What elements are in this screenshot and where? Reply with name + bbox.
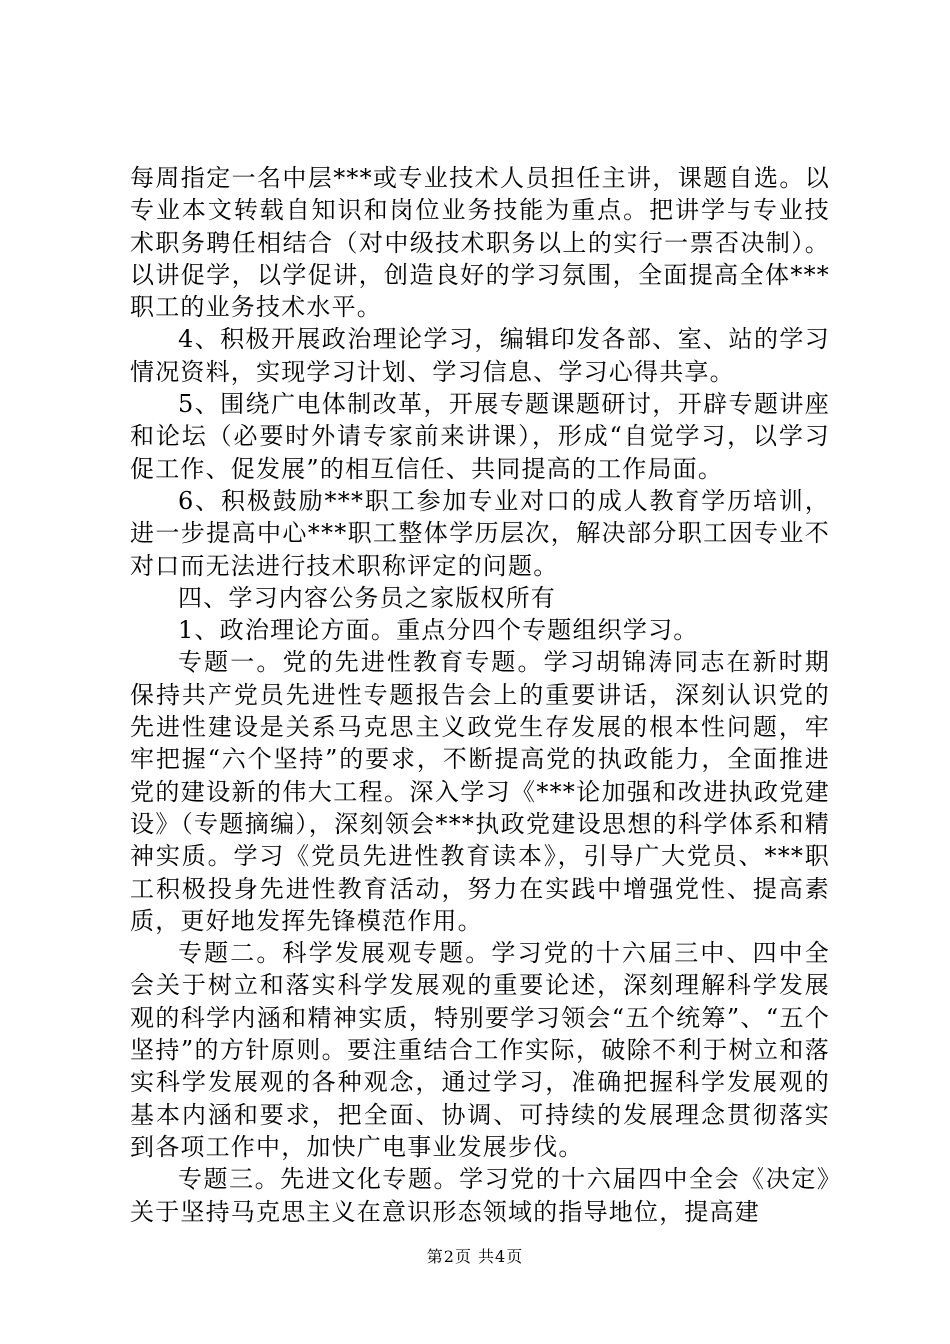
paragraph-topic-1: 专题一。党的先进性教育专题。学习胡锦涛同志在新时期保持共产党员先进性专题报告会上的重要讲话，深刻认识党的先进性建设是关系马克思主义政党生存发展的根本性问题，牢牢把握“六个坚持”的要求，不断提高党的执政能力，全面推进党的建设新的伟大工程。深入学习《***论加强和改进执政党建设》（专题摘编），深刻领会***执政党建设思想的科学体系和精神实质。学习《党员先进性教育读本》，引导广大党员、***职工积极投身先进性教育活动，努力在实践中增强党性、提高素质，更好地发挥先锋模范作用。 [130, 648, 830, 935]
paragraph-item-4: 4、积极开展政治理论学习，编辑印发各部、室、站的学习情况资料，实现学习计划、学习信息、学习心得共享。 [130, 325, 830, 386]
paragraph-continuation: 每周指定一名中层***或专业技术人员担任主讲，课题自选。以专业本文转载自知识和岗位业务技能为重点。把讲学与专业技术职务聘任相结合（对中级技术职务以上的实行一票否决制）。以讲促学，以学促讲，创造良好的学习氛围，全面提高全体***职工的业务技术水平。 [130, 164, 830, 322]
paragraph-topic-3: 专题三。先进文化专题。学习党的十六届四中全会《决定》关于坚持马克思主义在意识形态领域的指导地位，提高建 [130, 1165, 830, 1226]
paragraph-topic-2: 专题二。科学发展观专题。学习党的十六届三中、四中全会关于树立和落实科学发展观的重要论述，深刻理解科学发展观的科学内涵和精神实质，特别要学习领会“五个统筹”、“五个坚持”的方针原则。要注重结合工作实际，破除不利于树立和落实科学发展观的各种观念，通过学习，准确把握科学发展观的基本内涵和要求，把全面、协调、可持续的发展理念贯彻落实到各项工作中，加快广电事业发展步伐。 [130, 939, 830, 1161]
paragraph-political-theory: 1、政治理论方面。重点分四个专题组织学习。 [178, 616, 699, 645]
document-body [130, 162, 830, 1228]
section-heading-learning-content: 四、学习内容公务员之家版权所有 [178, 583, 556, 612]
page-footer: 第2页 共4页 [426, 1247, 524, 1266]
paragraph-item-5: 5、围绕广电体制改革，开展专题课题研讨，开辟专题讲座和论坛（必要时外请专家前来讲课），形成“自觉学习，以学习促工作、促发展”的相互信任、共同提高的工作局面。 [130, 390, 830, 483]
paragraph-item-6: 6、积极鼓励***职工参加专业对口的成人教育学历培训，进一步提高中心***职工整体学历层次，解决部分职工因专业不对口而无法进行技术职称评定的问题。 [130, 486, 830, 580]
